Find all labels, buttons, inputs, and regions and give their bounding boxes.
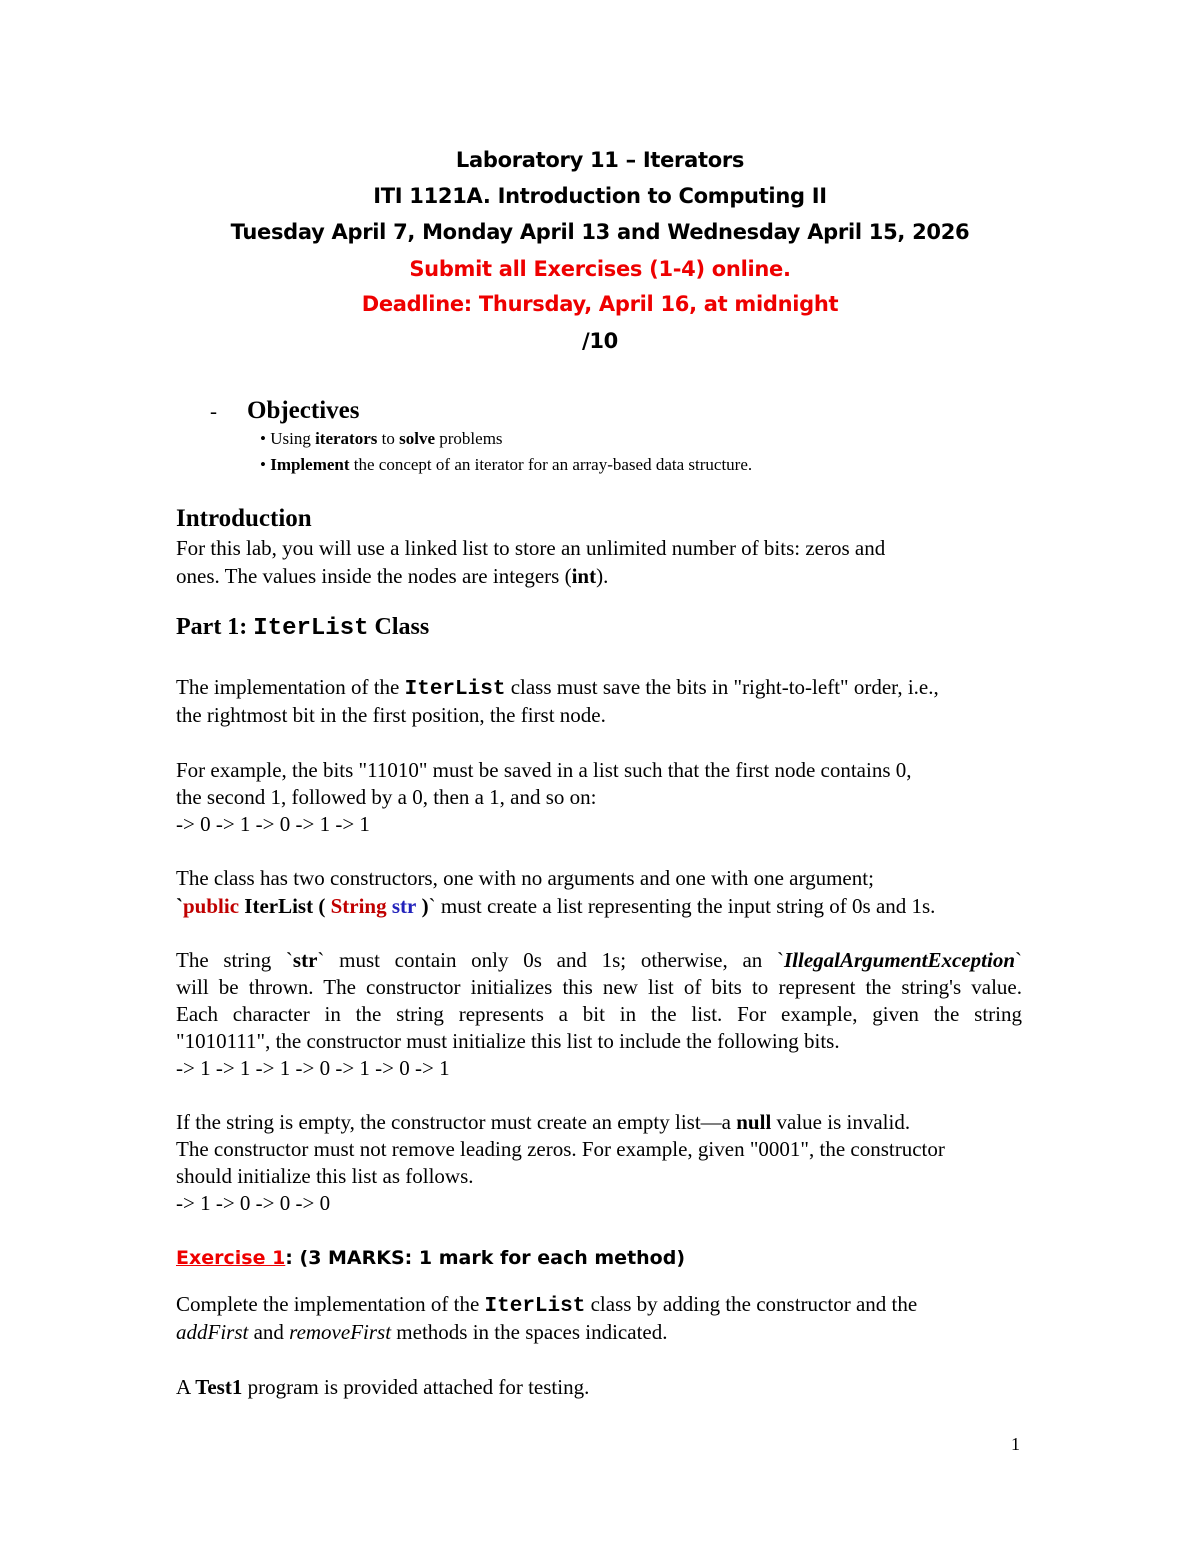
paren: ( [318,894,326,918]
bullet-glyph: • [260,455,266,474]
backtick: ` [176,894,183,918]
part1-heading [176,614,429,642]
objective-item-1 [260,428,503,450]
p4-line-1 [176,947,1022,974]
p1-line-1 [176,674,939,703]
p4-text: ` must contain only 0s and 1s; otherwise, an ` [317,948,784,972]
ex1-text: and [253,1320,284,1344]
ex1-text: A [176,1375,191,1399]
test1-name: Test1 [195,1375,243,1399]
p2-line-1: For example, the bits "11010" must be saved in a list such that the first node contains 0, [176,758,912,782]
intro-text: ). [596,564,609,588]
bullet-glyph: • [260,429,266,448]
lab-title: Laboratory 11 – Iterators [455,148,745,172]
part1-class-word: Class [374,614,430,640]
p1-text: class must save the bits in "right-to-left" order, i.e., [510,675,939,699]
p4-line-4: "1010111", the constructor must initialize this list to include the following bits. [176,1029,840,1053]
objective-keyword: solve [399,429,436,448]
p4-text: The string ` [176,948,293,972]
paren: ) [421,894,429,918]
lab-dates: Tuesday April 7, Monday April 13 and Wednesday April 15, 2026 [230,220,970,244]
objective-text: the concept of an iterator for an array-based data structure. [353,455,753,474]
p3-text: must create a list representing the input string of 0s and 1s. [440,894,936,918]
p5-text: value is invalid. [776,1110,911,1134]
p4-line-5: -> 1 -> 1 -> 1 -> 0 -> 1 -> 0 -> 1 [176,1056,450,1080]
exercise1-label: Exercise 1 [176,1247,286,1269]
iterlist-code: IterList [253,615,369,642]
public-keyword: public [183,894,240,918]
intro-line-1: For this lab, you will use a linked list to store an unlimited number of bits: zeros and [176,536,886,560]
objective-text: Using [270,429,311,448]
p2-line-3: -> 0 -> 1 -> 0 -> 1 -> 1 [176,812,370,836]
course-title: ITI 1121A. Introduction to Computing II [373,184,827,208]
exception-name: IllegalArgumentException [783,948,1016,972]
p3-line-2 [176,893,935,920]
part1-label: Part 1: [176,614,248,640]
p1-line-2: the rightmost bit in the first position, the first node. [176,703,606,727]
p5-text: If the string is empty, the constructor must create an empty list—a [176,1110,731,1134]
exercise1-test-line [176,1374,589,1401]
exercise1-heading [176,1245,685,1272]
submit-notice: Submit all Exercises (1-4) online. [409,257,791,281]
objective-text: to [381,429,395,448]
p5-line-1 [176,1109,910,1136]
p5-line-2: The constructor must not remove leading zeros. For example, given "0001", the constructor [176,1137,945,1161]
exercise1-line-1 [176,1291,917,1320]
objectives-dash: - [210,399,217,423]
objective-keyword: Implement [270,455,350,474]
intro-line-2 [176,563,608,590]
addfirst-method: addFirst [176,1320,249,1344]
int-keyword: int [571,564,597,588]
str-keyword: str [292,948,318,972]
null-keyword: null [736,1110,772,1134]
iterlist-code: IterList [484,1295,586,1318]
removefirst-method: removeFirst [289,1320,392,1344]
p3-line-1: The class has two constructors, one with no arguments and one with one argument; [176,866,874,890]
p4-line-2: will be thrown. The constructor initializes this new list of bits to represent the string's value. [176,975,1022,999]
introduction-heading: Introduction [176,505,312,532]
objectives-heading: Objectives [247,397,360,424]
iterlist-code: IterList [404,678,506,701]
iterlist-name: IterList [244,894,314,918]
exercise1-marks: : (3 MARKS: 1 mark for each method) [285,1247,686,1269]
backtick: ` [428,894,436,918]
page-number: 1 [1011,1434,1020,1454]
ex1-text: program is provided attached for testing. [247,1375,590,1399]
p5-line-3: should initialize this list as follows. [176,1164,474,1188]
ex1-text: methods in the spaces indicated. [396,1320,668,1344]
ex1-text: Complete the implementation of the [176,1292,480,1316]
deadline-notice: Deadline: Thursday, April 16, at midnight [361,292,839,316]
p1-text: The implementation of the [176,675,400,699]
backtick: ` [1015,948,1023,972]
objective-item-2 [260,454,752,476]
ex1-text: class by adding the constructor and the [590,1292,918,1316]
objective-keyword: iterators [315,429,378,448]
objective-text: problems [439,429,503,448]
str-param: str [391,894,417,918]
string-type: String [330,894,387,918]
intro-text: ones. The values inside the nodes are integers ( [176,564,572,588]
exercise1-line-2 [176,1319,667,1346]
p5-line-4: -> 1 -> 0 -> 0 -> 0 [176,1191,331,1215]
p2-line-2: the second 1, followed by a 0, then a 1, and so on: [176,785,597,809]
total-score: /10 [582,329,618,353]
p4-line-3: Each character in the string represents a bit in the list. For example, given the string [176,1002,1022,1026]
